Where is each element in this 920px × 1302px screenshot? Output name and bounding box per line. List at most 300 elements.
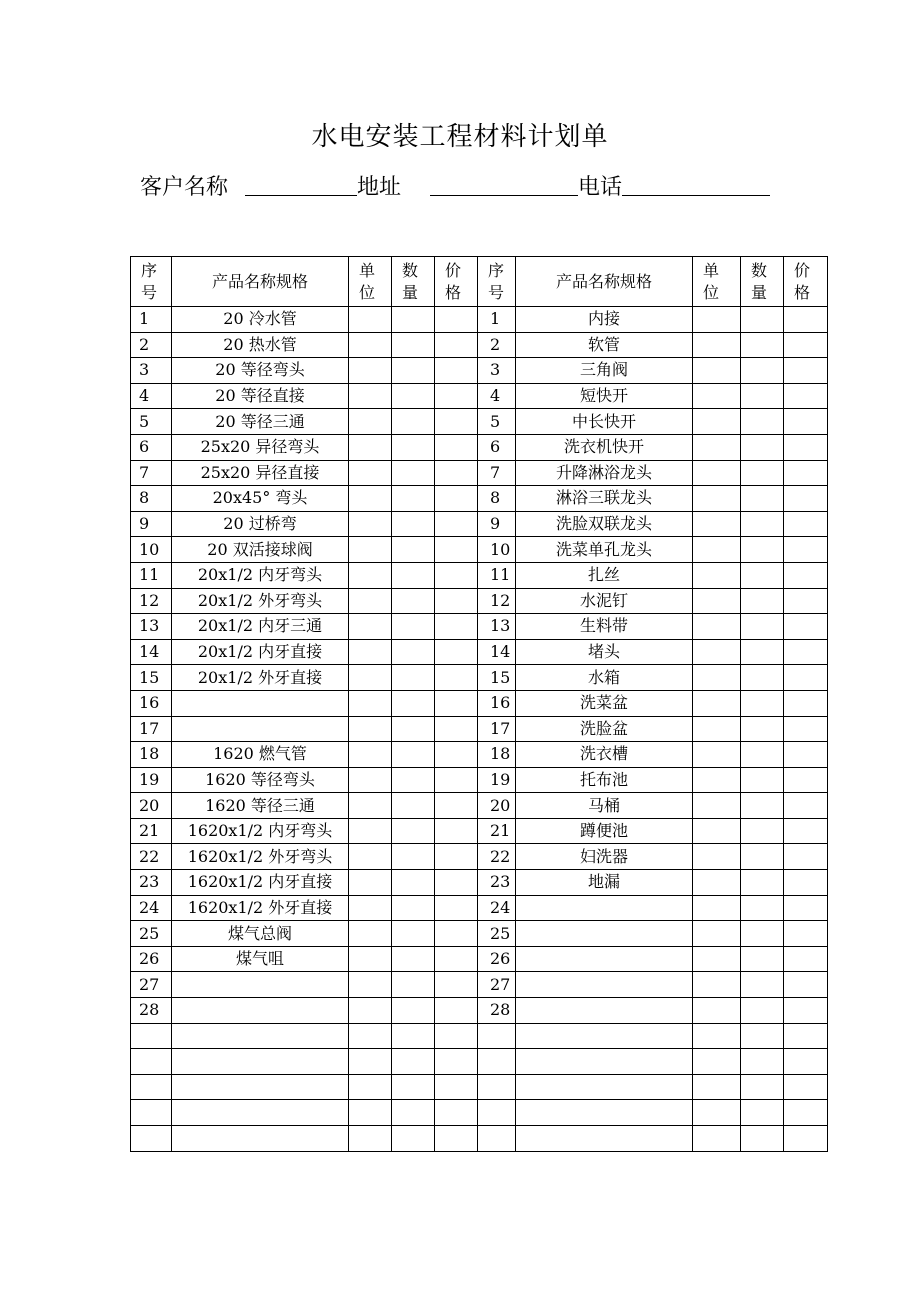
table-row	[131, 409, 828, 435]
price-right-cell[interactable]	[784, 562, 828, 588]
unit-left-cell[interactable]	[349, 716, 392, 742]
seq-right-cell: 15	[478, 665, 516, 691]
price-right-cell[interactable]	[784, 614, 828, 640]
seq-left-cell: 19	[131, 767, 172, 793]
unit-right-cell[interactable]	[693, 767, 741, 793]
name-left-cell: 1620x1/2 内牙直接	[172, 870, 349, 896]
seq-left-cell: 28	[131, 998, 172, 1024]
price-left-cell[interactable]	[435, 1100, 478, 1126]
price-left-cell[interactable]	[435, 614, 478, 640]
seq-left-cell	[131, 1023, 172, 1049]
unit-left-cell[interactable]	[349, 588, 392, 614]
qty-left-cell[interactable]	[392, 588, 435, 614]
name-right-cell	[516, 972, 693, 998]
unit-left-cell[interactable]	[349, 434, 392, 460]
seq-right-cell: 23	[478, 870, 516, 896]
address-label: 地址	[357, 175, 402, 200]
table-row	[131, 588, 828, 614]
unit-right-cell[interactable]	[693, 486, 741, 512]
qty-left-cell[interactable]	[392, 614, 435, 640]
seq-right-cell: 27	[478, 972, 516, 998]
qty-left-cell[interactable]	[392, 946, 435, 972]
unit-right-cell[interactable]	[693, 614, 741, 640]
table-row	[131, 332, 828, 358]
unit-right-cell[interactable]	[693, 844, 741, 870]
table-row	[131, 639, 828, 665]
price-right-cell[interactable]	[784, 434, 828, 460]
name-right-cell: 洗衣槽	[516, 742, 693, 768]
name-right-cell: 洗菜盆	[516, 690, 693, 716]
unit-right-cell[interactable]	[693, 895, 741, 921]
price-left-cell[interactable]	[435, 895, 478, 921]
name-left-cell: 20x1/2 内牙直接	[172, 639, 349, 665]
unit-left-cell[interactable]	[349, 998, 392, 1024]
seq-left-cell: 6	[131, 434, 172, 460]
qty-right-cell[interactable]	[741, 1023, 784, 1049]
price-right-cell[interactable]	[784, 767, 828, 793]
unit-right-cell[interactable]	[693, 562, 741, 588]
table-row	[131, 998, 828, 1024]
qty-left-cell[interactable]	[392, 921, 435, 947]
materials-table	[130, 256, 828, 1152]
qty-right-cell[interactable]	[741, 486, 784, 512]
table-row	[131, 844, 828, 870]
price-right-cell[interactable]	[784, 870, 828, 896]
price-left-cell[interactable]	[435, 972, 478, 998]
table-header-row	[131, 257, 828, 307]
qty-right-cell[interactable]	[741, 511, 784, 537]
name-right-cell: 扎丝	[516, 562, 693, 588]
table-row	[131, 742, 828, 768]
price-right-cell[interactable]	[784, 716, 828, 742]
unit-left-cell[interactable]	[349, 460, 392, 486]
unit-right-cell[interactable]	[693, 358, 741, 384]
name-left-cell: 20x1/2 外牙弯头	[172, 588, 349, 614]
table-row	[131, 690, 828, 716]
seq-left-cell: 27	[131, 972, 172, 998]
name-right-cell: 地漏	[516, 870, 693, 896]
unit-left-cell[interactable]	[349, 1126, 392, 1152]
name-right-cell: 中长快开	[516, 409, 693, 435]
price-left-cell[interactable]	[435, 588, 478, 614]
unit-right-cell[interactable]	[693, 742, 741, 768]
qty-right-cell[interactable]	[741, 844, 784, 870]
unit-left-cell[interactable]	[349, 562, 392, 588]
qty-left-cell[interactable]	[392, 895, 435, 921]
qty-right-cell[interactable]	[741, 972, 784, 998]
qty-left-cell[interactable]	[392, 998, 435, 1024]
price-left-cell[interactable]	[435, 665, 478, 691]
qty-left-cell[interactable]	[392, 409, 435, 435]
price-left-cell[interactable]	[435, 486, 478, 512]
price-right-cell[interactable]	[784, 818, 828, 844]
qty-left-cell[interactable]	[392, 562, 435, 588]
price-left-cell[interactable]	[435, 870, 478, 896]
qty-left-cell[interactable]	[392, 332, 435, 358]
table-row	[131, 921, 828, 947]
unit-right-cell[interactable]	[693, 665, 741, 691]
price-right-cell[interactable]	[784, 921, 828, 947]
price-right-cell[interactable]	[784, 946, 828, 972]
seq-right-cell: 21	[478, 818, 516, 844]
unit-right-cell[interactable]	[693, 793, 741, 819]
qty-right-cell[interactable]	[741, 1126, 784, 1152]
name-right-cell: 洗脸双联龙头	[516, 511, 693, 537]
name-left-cell: 20 过桥弯	[172, 511, 349, 537]
price-right-cell[interactable]	[784, 998, 828, 1024]
price-right-cell[interactable]	[784, 1074, 828, 1100]
price-right-cell[interactable]	[784, 409, 828, 435]
table-row	[131, 1074, 828, 1100]
qty-left-cell[interactable]	[392, 511, 435, 537]
price-left-cell[interactable]	[435, 690, 478, 716]
qty-left-cell[interactable]	[392, 844, 435, 870]
unit-right-cell[interactable]	[693, 409, 741, 435]
qty-left-cell[interactable]	[392, 690, 435, 716]
price-right-cell[interactable]	[784, 486, 828, 512]
qty-left-cell[interactable]	[392, 793, 435, 819]
name-right-cell: 堵头	[516, 639, 693, 665]
seq-right-cell: 28	[478, 998, 516, 1024]
price-left-cell[interactable]	[435, 818, 478, 844]
qty-right-cell[interactable]	[741, 1049, 784, 1075]
unit-left-cell[interactable]	[349, 639, 392, 665]
qty-left-cell[interactable]	[392, 1049, 435, 1075]
qty-left-cell[interactable]	[392, 818, 435, 844]
seq-right-cell: 20	[478, 793, 516, 819]
unit-right-cell[interactable]	[693, 972, 741, 998]
qty-right-cell[interactable]	[741, 1074, 784, 1100]
table-row	[131, 383, 828, 409]
table-row	[131, 358, 828, 384]
qty-right-cell[interactable]	[741, 409, 784, 435]
qty-left-cell[interactable]	[392, 1126, 435, 1152]
qty-right-cell[interactable]	[741, 690, 784, 716]
name-left-cell: 20 等径直接	[172, 383, 349, 409]
seq-right-cell	[478, 1100, 516, 1126]
price-left-cell[interactable]	[435, 946, 478, 972]
unit-right-cell[interactable]	[693, 307, 741, 333]
unit-left-cell[interactable]	[349, 844, 392, 870]
qty-left-cell[interactable]	[392, 358, 435, 384]
qty-left-cell[interactable]	[392, 972, 435, 998]
table-row	[131, 767, 828, 793]
price-left-cell[interactable]	[435, 434, 478, 460]
qty-left-cell[interactable]	[392, 537, 435, 563]
unit-right-cell[interactable]	[693, 332, 741, 358]
qty-right-cell[interactable]	[741, 358, 784, 384]
name-right-cell	[516, 1126, 693, 1152]
qty-right-cell[interactable]	[741, 921, 784, 947]
price-right-cell[interactable]	[784, 1049, 828, 1075]
qty-right-cell[interactable]	[741, 870, 784, 896]
price-left-cell[interactable]	[435, 358, 478, 384]
unit-left-cell[interactable]	[349, 793, 392, 819]
price-left-cell[interactable]	[435, 1023, 478, 1049]
seq-right-cell: 25	[478, 921, 516, 947]
seq-left-cell: 13	[131, 614, 172, 640]
qty-right-cell[interactable]	[741, 742, 784, 768]
unit-left-cell[interactable]	[349, 690, 392, 716]
seq-right-cell: 3	[478, 358, 516, 384]
price-right-cell[interactable]	[784, 460, 828, 486]
unit-left-cell[interactable]	[349, 665, 392, 691]
price-left-cell[interactable]	[435, 383, 478, 409]
address-field[interactable]	[430, 173, 578, 196]
seq-left-cell: 9	[131, 511, 172, 537]
unit-right-cell[interactable]	[693, 946, 741, 972]
customer-info-line	[140, 170, 770, 201]
qty-left-cell[interactable]	[392, 1074, 435, 1100]
qty-left-cell[interactable]	[392, 767, 435, 793]
price-left-cell[interactable]	[435, 716, 478, 742]
unit-left-cell[interactable]	[349, 383, 392, 409]
unit-left-cell[interactable]	[349, 1049, 392, 1075]
unit-left-cell[interactable]	[349, 946, 392, 972]
unit-right-cell[interactable]	[693, 460, 741, 486]
qty-left-cell[interactable]	[392, 1100, 435, 1126]
qty-right-cell[interactable]	[741, 665, 784, 691]
unit-right-cell[interactable]	[693, 1074, 741, 1100]
qty-right-cell[interactable]	[741, 383, 784, 409]
price-left-cell[interactable]	[435, 1049, 478, 1075]
unit-left-cell[interactable]	[349, 511, 392, 537]
price-right-cell[interactable]	[784, 793, 828, 819]
seq-right-cell: 13	[478, 614, 516, 640]
qty-right-cell[interactable]	[741, 767, 784, 793]
name-right-cell: 升降淋浴龙头	[516, 460, 693, 486]
unit-left-cell[interactable]	[349, 358, 392, 384]
unit-left-cell[interactable]	[349, 972, 392, 998]
qty-left-cell[interactable]	[392, 665, 435, 691]
seq-right-cell: 19	[478, 767, 516, 793]
unit-right-cell[interactable]	[693, 921, 741, 947]
qty-left-cell[interactable]	[392, 460, 435, 486]
header-price-right: 价 格	[784, 257, 828, 307]
qty-right-cell[interactable]	[741, 460, 784, 486]
header-qty-right: 数 量	[741, 257, 784, 307]
qty-right-cell[interactable]	[741, 946, 784, 972]
qty-right-cell[interactable]	[741, 998, 784, 1024]
price-left-cell[interactable]	[435, 921, 478, 947]
header-name-right: 产品名称规格	[516, 257, 693, 307]
qty-left-cell[interactable]	[392, 639, 435, 665]
price-left-cell[interactable]	[435, 793, 478, 819]
qty-left-cell[interactable]	[392, 870, 435, 896]
qty-right-cell[interactable]	[741, 793, 784, 819]
unit-right-cell[interactable]	[693, 383, 741, 409]
qty-left-cell[interactable]	[392, 486, 435, 512]
qty-left-cell[interactable]	[392, 383, 435, 409]
header-seq-left: 序 号	[131, 257, 172, 307]
qty-right-cell[interactable]	[741, 818, 784, 844]
unit-right-cell[interactable]	[693, 1126, 741, 1152]
unit-left-cell[interactable]	[349, 307, 392, 333]
name-right-cell: 短快开	[516, 383, 693, 409]
unit-left-cell[interactable]	[349, 409, 392, 435]
unit-right-cell[interactable]	[693, 1100, 741, 1126]
price-right-cell[interactable]	[784, 1100, 828, 1126]
price-right-cell[interactable]	[784, 639, 828, 665]
price-left-cell[interactable]	[435, 562, 478, 588]
price-right-cell[interactable]	[784, 307, 828, 333]
unit-right-cell[interactable]	[693, 1023, 741, 1049]
seq-right-cell	[478, 1023, 516, 1049]
customer-name-field[interactable]	[245, 173, 357, 196]
table-row	[131, 818, 828, 844]
name-left-cell	[172, 716, 349, 742]
seq-right-cell: 18	[478, 742, 516, 768]
unit-right-cell[interactable]	[693, 716, 741, 742]
seq-left-cell	[131, 1100, 172, 1126]
price-left-cell[interactable]	[435, 998, 478, 1024]
seq-right-cell: 26	[478, 946, 516, 972]
price-left-cell[interactable]	[435, 767, 478, 793]
name-right-cell: 马桶	[516, 793, 693, 819]
price-left-cell[interactable]	[435, 639, 478, 665]
price-left-cell[interactable]	[435, 511, 478, 537]
name-right-cell: 生料带	[516, 614, 693, 640]
table-row	[131, 434, 828, 460]
unit-left-cell[interactable]	[349, 1023, 392, 1049]
unit-left-cell[interactable]	[349, 537, 392, 563]
price-right-cell[interactable]	[784, 844, 828, 870]
unit-left-cell[interactable]	[349, 742, 392, 768]
unit-right-cell[interactable]	[693, 434, 741, 460]
name-right-cell: 内接	[516, 307, 693, 333]
qty-left-cell[interactable]	[392, 716, 435, 742]
qty-left-cell[interactable]	[392, 1023, 435, 1049]
qty-left-cell[interactable]	[392, 307, 435, 333]
price-right-cell[interactable]	[784, 690, 828, 716]
qty-right-cell[interactable]	[741, 537, 784, 563]
unit-right-cell[interactable]	[693, 639, 741, 665]
name-left-cell: 20 等径弯头	[172, 358, 349, 384]
name-left-cell	[172, 998, 349, 1024]
name-right-cell: 淋浴三联龙头	[516, 486, 693, 512]
name-left-cell	[172, 1023, 349, 1049]
price-right-cell[interactable]	[784, 742, 828, 768]
seq-right-cell: 6	[478, 434, 516, 460]
unit-left-cell[interactable]	[349, 1074, 392, 1100]
phone-field[interactable]	[622, 173, 770, 196]
name-left-cell: 1620x1/2 外牙弯头	[172, 844, 349, 870]
qty-right-cell[interactable]	[741, 716, 784, 742]
unit-left-cell[interactable]	[349, 818, 392, 844]
unit-left-cell[interactable]	[349, 767, 392, 793]
qty-left-cell[interactable]	[392, 742, 435, 768]
header-name-left: 产品名称规格	[172, 257, 349, 307]
seq-right-cell: 12	[478, 588, 516, 614]
unit-right-cell[interactable]	[693, 511, 741, 537]
unit-left-cell[interactable]	[349, 870, 392, 896]
qty-right-cell[interactable]	[741, 588, 784, 614]
qty-right-cell[interactable]	[741, 1100, 784, 1126]
unit-right-cell[interactable]	[693, 870, 741, 896]
phone-label: 电话	[578, 175, 623, 200]
price-right-cell[interactable]	[784, 358, 828, 384]
price-left-cell[interactable]	[435, 332, 478, 358]
seq-right-cell: 2	[478, 332, 516, 358]
price-right-cell[interactable]	[784, 383, 828, 409]
table-row	[131, 562, 828, 588]
price-right-cell[interactable]	[784, 895, 828, 921]
header-price-left: 价 格	[435, 257, 478, 307]
name-right-cell	[516, 1049, 693, 1075]
qty-right-cell[interactable]	[741, 639, 784, 665]
price-left-cell[interactable]	[435, 409, 478, 435]
unit-left-cell[interactable]	[349, 486, 392, 512]
price-left-cell[interactable]	[435, 742, 478, 768]
name-right-cell	[516, 998, 693, 1024]
unit-left-cell[interactable]	[349, 332, 392, 358]
unit-left-cell[interactable]	[349, 1100, 392, 1126]
name-right-cell: 洗菜单孔龙头	[516, 537, 693, 563]
seq-left-cell: 10	[131, 537, 172, 563]
unit-right-cell[interactable]	[693, 588, 741, 614]
qty-right-cell[interactable]	[741, 434, 784, 460]
name-left-cell: 20 等径三通	[172, 409, 349, 435]
seq-left-cell: 7	[131, 460, 172, 486]
unit-right-cell[interactable]	[693, 1049, 741, 1075]
qty-right-cell[interactable]	[741, 895, 784, 921]
unit-right-cell[interactable]	[693, 818, 741, 844]
seq-left-cell: 18	[131, 742, 172, 768]
price-left-cell[interactable]	[435, 537, 478, 563]
price-right-cell[interactable]	[784, 588, 828, 614]
price-right-cell[interactable]	[784, 332, 828, 358]
qty-right-cell[interactable]	[741, 332, 784, 358]
price-right-cell[interactable]	[784, 972, 828, 998]
price-left-cell[interactable]	[435, 460, 478, 486]
unit-right-cell[interactable]	[693, 690, 741, 716]
seq-left-cell	[131, 1074, 172, 1100]
unit-right-cell[interactable]	[693, 537, 741, 563]
seq-right-cell: 5	[478, 409, 516, 435]
page-title: 水电安装工程材料计划单	[311, 122, 609, 152]
name-right-cell	[516, 921, 693, 947]
price-right-cell[interactable]	[784, 511, 828, 537]
qty-right-cell[interactable]	[741, 614, 784, 640]
unit-right-cell[interactable]	[693, 998, 741, 1024]
price-left-cell[interactable]	[435, 844, 478, 870]
seq-left-cell: 17	[131, 716, 172, 742]
price-right-cell[interactable]	[784, 1126, 828, 1152]
price-left-cell[interactable]	[435, 1074, 478, 1100]
unit-left-cell[interactable]	[349, 895, 392, 921]
seq-left-cell: 16	[131, 690, 172, 716]
price-right-cell[interactable]	[784, 1023, 828, 1049]
seq-right-cell: 14	[478, 639, 516, 665]
name-right-cell: 三角阀	[516, 358, 693, 384]
name-right-cell: 妇洗器	[516, 844, 693, 870]
qty-left-cell[interactable]	[392, 434, 435, 460]
price-left-cell[interactable]	[435, 1126, 478, 1152]
unit-left-cell[interactable]	[349, 921, 392, 947]
qty-right-cell[interactable]	[741, 562, 784, 588]
price-right-cell[interactable]	[784, 665, 828, 691]
unit-left-cell[interactable]	[349, 614, 392, 640]
price-right-cell[interactable]	[784, 537, 828, 563]
seq-left-cell: 26	[131, 946, 172, 972]
qty-right-cell[interactable]	[741, 307, 784, 333]
seq-left-cell: 22	[131, 844, 172, 870]
name-right-cell: 洗衣机快开	[516, 434, 693, 460]
table-row	[131, 946, 828, 972]
name-left-cell: 1620 燃气管	[172, 742, 349, 768]
price-left-cell[interactable]	[435, 307, 478, 333]
seq-right-cell: 16	[478, 690, 516, 716]
